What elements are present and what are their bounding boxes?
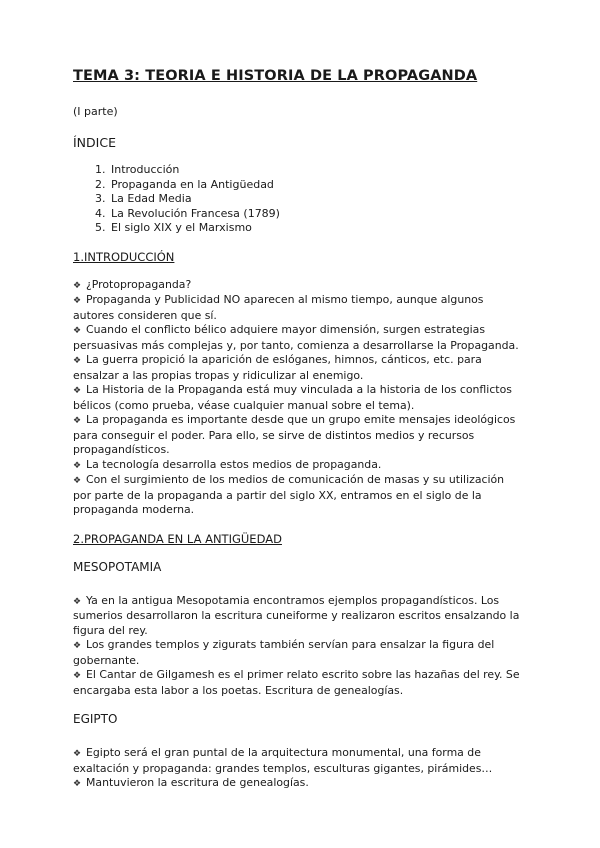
bullet-item: ❖ Cuando el conflicto bélico adquiere mayor dimensión, surgen estrategias persuasivas más complejas y, por tanto, comienza a desarrollarse la Propaganda. — [73, 323, 519, 352]
diamond-bullet-icon: ❖ — [73, 356, 82, 366]
document-page — [73, 68, 523, 792]
introduccion-bullet-list — [73, 278, 523, 518]
diamond-bullet-icon: ❖ — [73, 596, 82, 607]
egipto-bullet-list — [73, 746, 523, 792]
index-item: 5. El siglo XIX y el Marxismo — [109, 221, 523, 236]
diamond-bullet-icon: ❖ — [73, 326, 82, 336]
index-heading: ÍNDICE — [73, 135, 116, 150]
index-item: 3. La Edad Media — [109, 192, 523, 207]
diamond-bullet-icon: ❖ — [73, 671, 82, 681]
bullet-item: ❖ Propaganda y Publicidad NO aparecen al mismo tiempo, aunque algunos autores consideren que sí. — [73, 293, 484, 322]
diamond-bullet-icon: ❖ — [73, 779, 82, 789]
diamond-bullet-icon: ❖ — [73, 416, 82, 426]
document-subtitle: (I parte) — [73, 105, 118, 118]
document-title: TEMA 3: TEORIA E HISTORIA DE LA PROPAGANDA — [73, 68, 478, 84]
diamond-bullet-icon: ❖ — [73, 296, 82, 306]
mesopotamia-bullet-list — [73, 594, 523, 699]
diamond-bullet-icon: ❖ — [73, 460, 82, 471]
diamond-bullet-icon: ❖ — [73, 476, 82, 486]
subheading-mesopotamia: MESOPOTAMIA — [73, 559, 162, 574]
index-item: 2. Propaganda en la Antigüedad — [109, 178, 523, 193]
diamond-bullet-icon: ❖ — [73, 386, 82, 396]
bullet-item: ❖ Ya en la antigua Mesopotamia encontramos ejemplos propagandísticos. Los sumerios desarrollaron la escritura cuneiforme y realizaron escritos ensalzando la figura del rey. — [73, 593, 520, 637]
bullet-item: ❖ El Cantar de Gilgamesh es el primer relato escrito sobre las hazañas del rey. Se encargaba esta labor a los poetas. Escritura de genealogías. — [73, 668, 520, 697]
index-item: 1. Introducción — [109, 163, 523, 178]
diamond-bullet-icon: ❖ — [73, 749, 82, 759]
bullet-item: ❖ La guerra propició la aparición de eslóganes, himnos, cánticos, etc. para ensalzar a las propias tropas y ridiculizar al enemigo. — [73, 353, 482, 382]
bullet-item: ❖ Con el surgimiento de los medios de comunicación de masas y su utilización por parte de la propaganda a partir del siglo XX, entramos en el siglo de la propaganda moderna. — [73, 473, 505, 516]
bullet-item: ❖ La propaganda es importante desde que un grupo emite mensajes ideológicos para conseguir el poder. Para ello, se sirve de distintos medios y recursos propagandísticos. — [73, 413, 516, 456]
bullet-item: ❖ Mantuvieron la escritura de genealogías. — [73, 776, 523, 792]
bullet-item: ❖ Los grandes templos y zigurats también servían para ensalzar la figura del gobernante. — [73, 638, 495, 667]
bullet-item: ❖ ¿Protopropaganda? — [73, 278, 523, 294]
bullet-item: ❖ La Historia de la Propaganda está muy vinculada a la historia de los conflictos bélicos (como prueba, véase cualquier manual sobre el tema). — [73, 383, 512, 412]
section-heading-antiguedad: 2.PROPAGANDA EN LA ANTIGÜEDAD — [73, 531, 282, 546]
index-item: 4. La Revolución Francesa (1789) — [109, 207, 523, 222]
bullet-item: ❖ La tecnología desarrolla estos medios de propaganda. — [73, 458, 523, 474]
diamond-bullet-icon: ❖ — [73, 641, 82, 651]
index-list — [73, 163, 523, 236]
section-heading-introduccion: 1.INTRODUCCIÓN — [73, 249, 175, 264]
subheading-egipto: EGIPTO — [73, 712, 118, 726]
bullet-item: ❖ Egipto será el gran puntal de la arquitectura monumental, una forma de exaltación y propaganda: grandes templos, esculturas gigantes, pirámides… — [73, 746, 493, 775]
diamond-bullet-icon: ❖ — [73, 280, 82, 291]
